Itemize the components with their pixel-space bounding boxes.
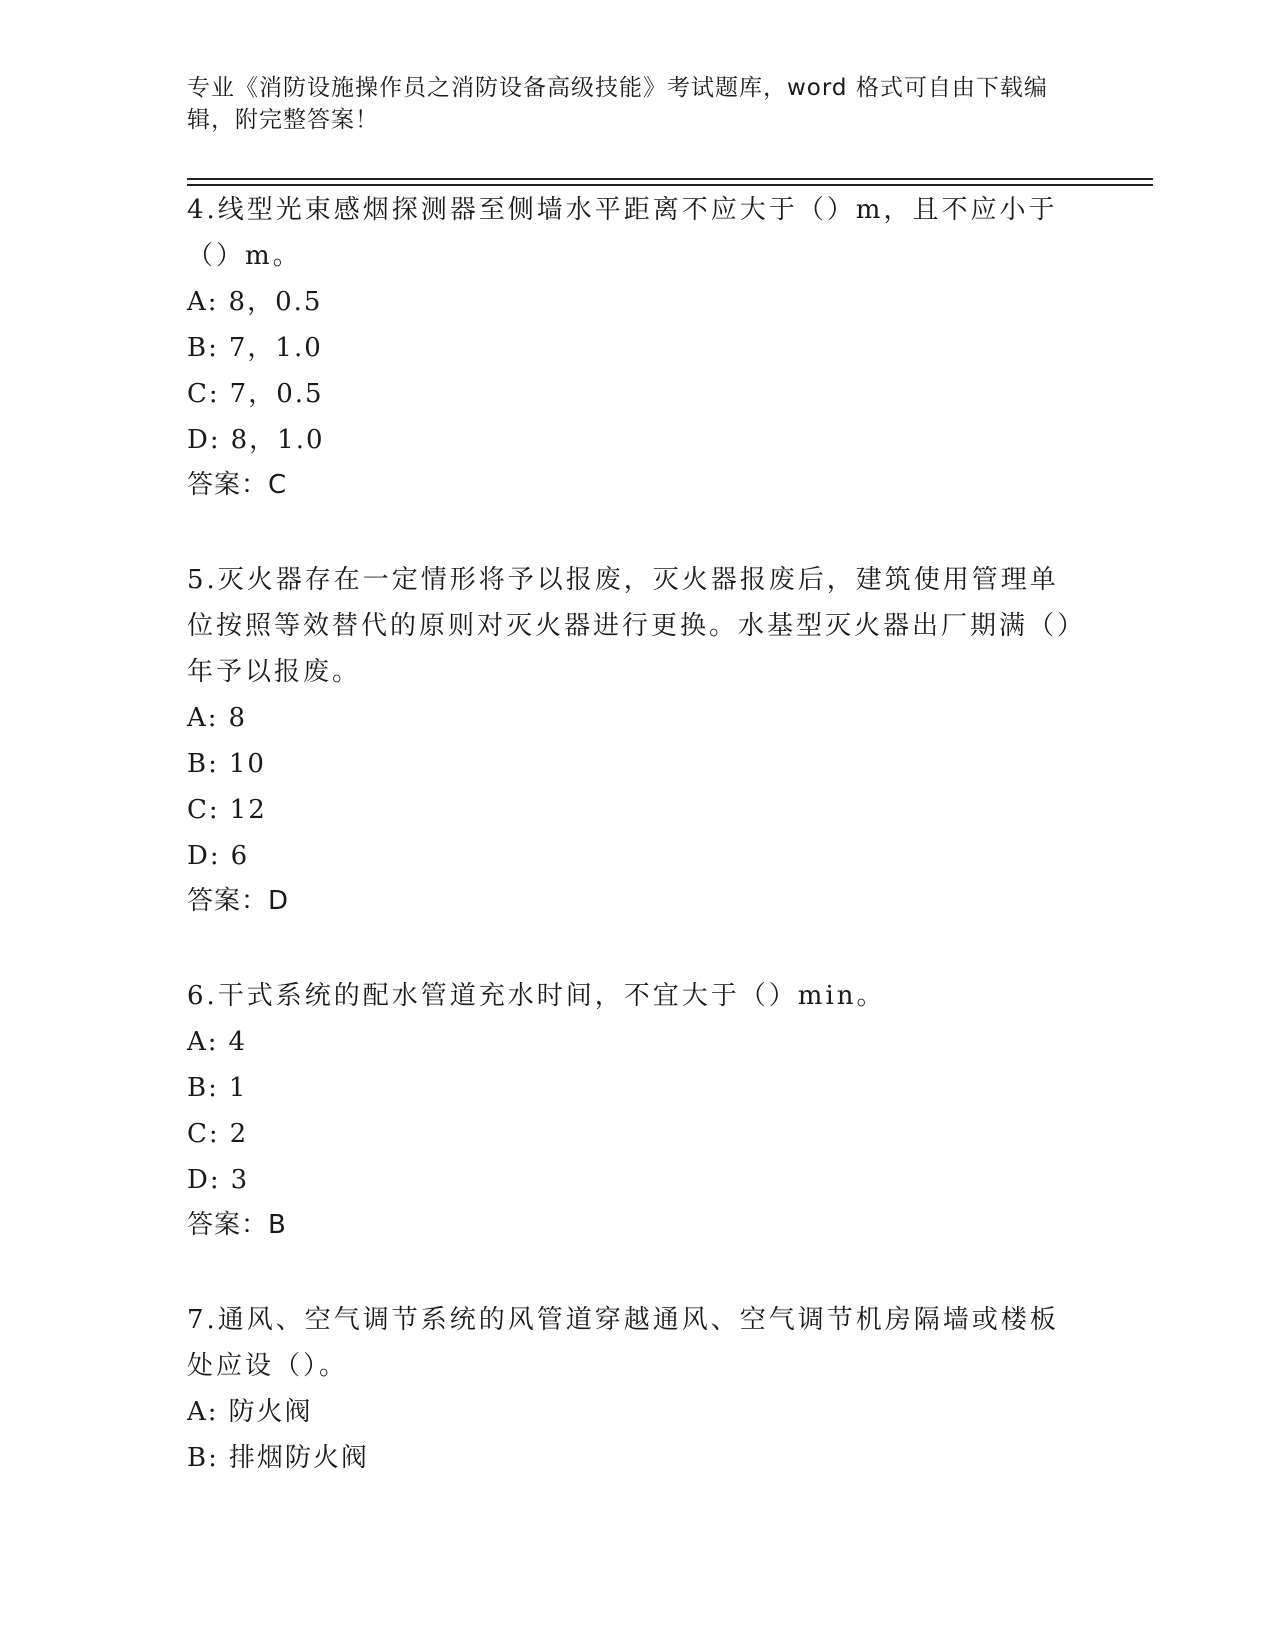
question-7 bbox=[187, 1297, 1087, 1481]
option-a bbox=[187, 279, 1087, 325]
option-letter: B: bbox=[187, 1443, 219, 1473]
question-stem: 5.灭火器存在一定情形将予以报废，灭火器报废后，建筑使用管理单位按照等效替代的原则对灭火器进行更换。水基型灭火器出厂期满（）年予以报废。 bbox=[187, 565, 1087, 687]
option-b bbox=[187, 1435, 1087, 1481]
question-list bbox=[187, 187, 1087, 1531]
answer-line: 答案：C bbox=[187, 470, 288, 500]
question-stem: 6.干式系统的配水管道充水时间，不宜大于（）min。 bbox=[187, 981, 886, 1011]
question-4 bbox=[187, 187, 1087, 507]
option-c bbox=[187, 371, 1087, 417]
answer-line: 答案：B bbox=[187, 1210, 287, 1240]
option-letter: D: bbox=[187, 1165, 221, 1195]
option-text: 1 bbox=[228, 1073, 248, 1103]
option-d bbox=[187, 833, 1087, 879]
option-letter: D: bbox=[187, 841, 221, 871]
option-text: 8 bbox=[228, 703, 248, 733]
option-letter: D: bbox=[187, 425, 221, 455]
option-letter: B: bbox=[187, 749, 219, 779]
option-a bbox=[187, 1019, 1087, 1065]
option-a bbox=[187, 695, 1087, 741]
option-letter: A: bbox=[187, 1397, 219, 1427]
document-header: 专业《消防设施操作员之消防设备高级技能》考试题库，word 格式可自由下载编辑，附完整答案！ bbox=[187, 75, 1048, 133]
option-text: 8，1.0 bbox=[230, 425, 325, 455]
answer-line: 答案：D bbox=[187, 886, 290, 916]
option-text: 8，0.5 bbox=[228, 287, 323, 317]
option-letter: B: bbox=[187, 333, 219, 363]
option-text: 7，1.0 bbox=[228, 333, 323, 363]
option-letter: A: bbox=[187, 703, 219, 733]
option-text: 排烟防火阀 bbox=[228, 1443, 369, 1473]
option-text: 10 bbox=[228, 749, 266, 779]
option-letter: A: bbox=[187, 287, 219, 317]
option-text: 防火阀 bbox=[228, 1397, 313, 1427]
option-b bbox=[187, 325, 1087, 371]
option-letter: C: bbox=[187, 379, 220, 409]
option-text: 7，0.5 bbox=[229, 379, 324, 409]
option-a bbox=[187, 1389, 1087, 1435]
option-letter: C: bbox=[187, 1119, 220, 1149]
header-divider-bottom bbox=[187, 184, 1153, 186]
option-text: 6 bbox=[230, 841, 250, 871]
option-letter: A: bbox=[187, 1027, 219, 1057]
option-d bbox=[187, 417, 1087, 463]
option-b bbox=[187, 741, 1087, 787]
option-text: 12 bbox=[229, 795, 267, 825]
option-letter: B: bbox=[187, 1073, 219, 1103]
question-6 bbox=[187, 973, 1087, 1247]
option-b bbox=[187, 1065, 1087, 1111]
option-c bbox=[187, 787, 1087, 833]
option-text: 4 bbox=[228, 1027, 248, 1057]
option-letter: C: bbox=[187, 795, 220, 825]
option-text: 2 bbox=[229, 1119, 249, 1149]
option-text: 3 bbox=[230, 1165, 250, 1195]
question-stem: 7.通风、空气调节系统的风管道穿越通风、空气调节机房隔墙或楼板处应设（）。 bbox=[187, 1305, 1059, 1381]
question-stem: 4.线型光束感烟探测器至侧墙水平距离不应大于（）m，且不应小于（）m。 bbox=[187, 195, 1058, 271]
question-5 bbox=[187, 557, 1087, 923]
option-c bbox=[187, 1111, 1087, 1157]
header-divider-top bbox=[187, 178, 1153, 180]
option-d bbox=[187, 1157, 1087, 1203]
